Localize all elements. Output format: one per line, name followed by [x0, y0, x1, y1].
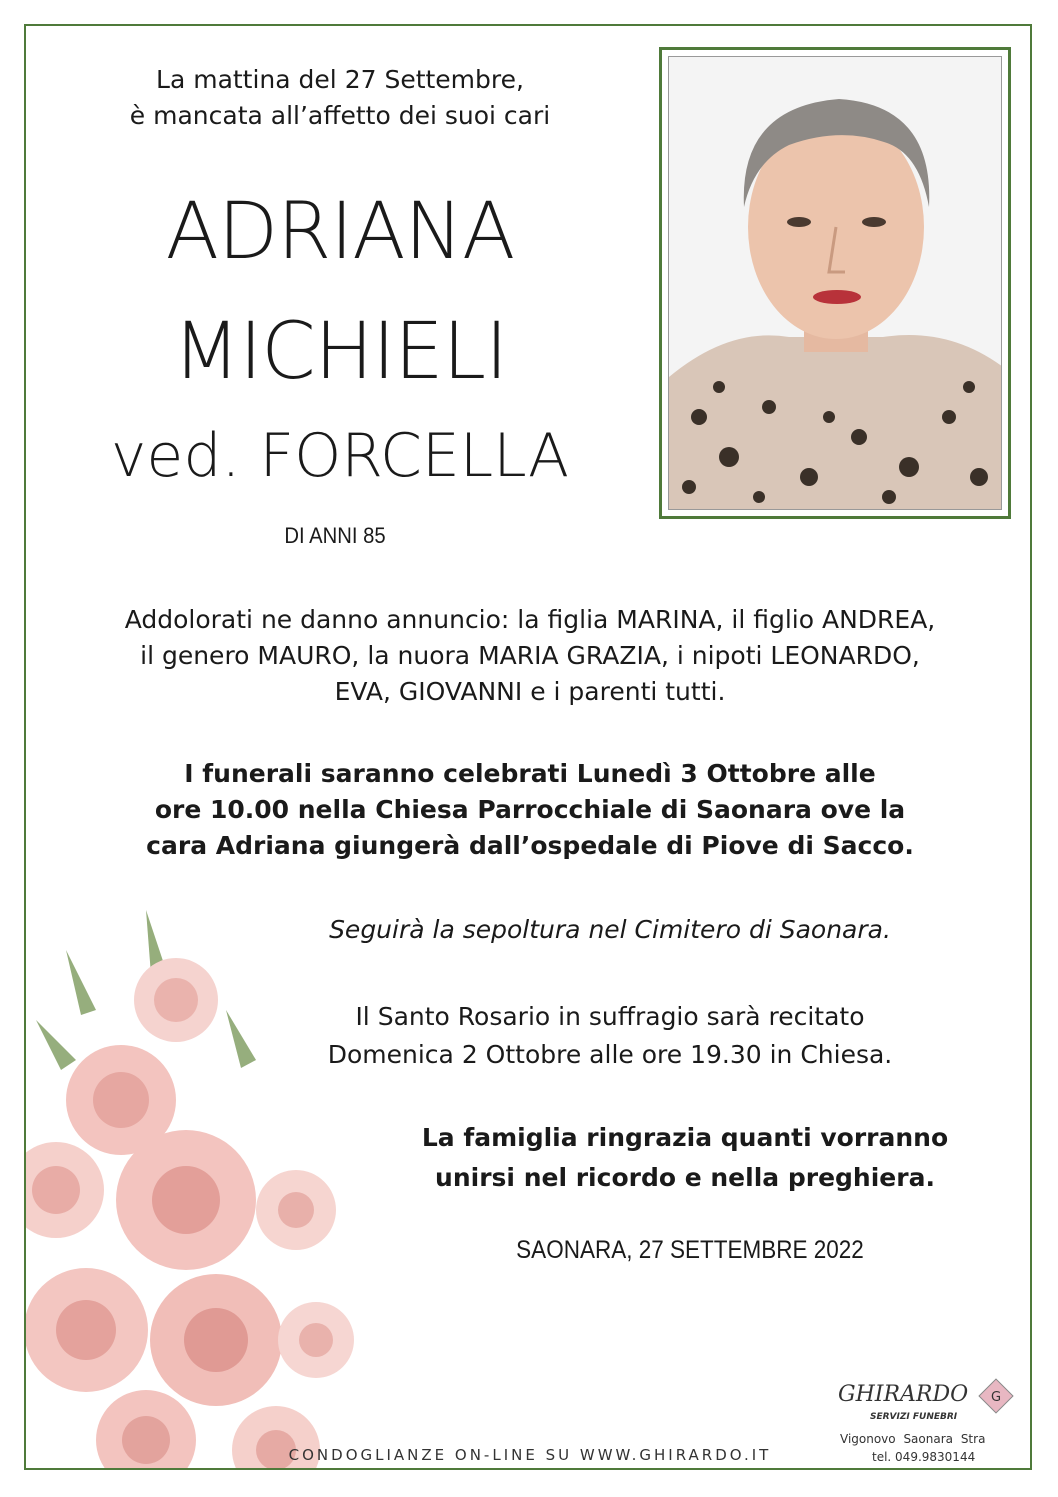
ghirardo-logo — [830, 1374, 1030, 1464]
funeral-line-3: cara Adriana giungerà dall’ospedale di Piove di Sacco. — [146, 831, 914, 860]
intro-line-2: è mancata all’affetto dei suoi cari — [129, 101, 551, 130]
funeral-line-2: ore 10.00 nella Chiesa Parrocchiale di Saonara ove la — [154, 795, 906, 824]
burial-text: Seguirà la sepoltura nel Cimitero di Saonara. — [329, 915, 891, 944]
last-name: MICHIELI — [172, 307, 508, 397]
announcement-line-2: il genero MAURO, la nuora MARIA GRAZIA, i nipoti LEONARDO, — [140, 641, 920, 670]
roses-decoration — [26, 890, 356, 1468]
first-name: ADRIANA — [165, 187, 515, 277]
logo-badge-icon — [978, 1378, 1014, 1414]
funeral-line-1: I funerali saranno celebrati Lunedì 3 Ottobre alle — [184, 759, 876, 788]
condolences-footer: CONDOGLIANZE ON-LINE SU WWW.GHIRARDO.IT — [288, 1446, 772, 1464]
rosary-text — [260, 998, 960, 1074]
logo-subtitle: SERVIZI FUNEBRI — [870, 1412, 958, 1422]
age-text: DI ANNI 85 — [284, 523, 386, 548]
funeral-text — [70, 756, 990, 864]
thanks-line-2: unirsi nel ricordo e nella preghiera. — [435, 1163, 935, 1192]
announcement-text — [70, 602, 990, 710]
intro-text — [60, 62, 620, 134]
portrait-photo — [659, 47, 1011, 519]
married-name: ved. FORCELLA — [110, 421, 570, 491]
rosary-line-1: Il Santo Rosario in suffragio sarà recitato — [355, 1002, 865, 1031]
logo-name: GHIRARDO — [838, 1382, 969, 1407]
portrait-image — [668, 56, 1002, 510]
thanks-text — [360, 1118, 1010, 1198]
thanks-line-1: La famiglia ringrazia quanti vorranno — [421, 1123, 949, 1152]
intro-line-1: La mattina del 27 Settembre, — [156, 65, 524, 94]
announcement-line-3: EVA, GIOVANNI e i parenti tutti. — [334, 677, 726, 706]
logo-phone: tel. 049.9830144 — [872, 1450, 976, 1464]
announcement-line-1: Addolorati ne danno annuncio: la figlia MARINA, il figlio ANDREA, — [124, 605, 936, 634]
rosary-line-2: Domenica 2 Ottobre alle ore 19.30 in Chiesa. — [327, 1040, 893, 1069]
place-date: SAONARA, 27 SETTEMBRE 2022 — [516, 1236, 864, 1264]
logo-towns: Vigonovo Saonara Stra — [840, 1432, 986, 1446]
portrait-illustration — [669, 57, 1002, 510]
logo-badge-letter: G — [990, 1390, 1002, 1405]
